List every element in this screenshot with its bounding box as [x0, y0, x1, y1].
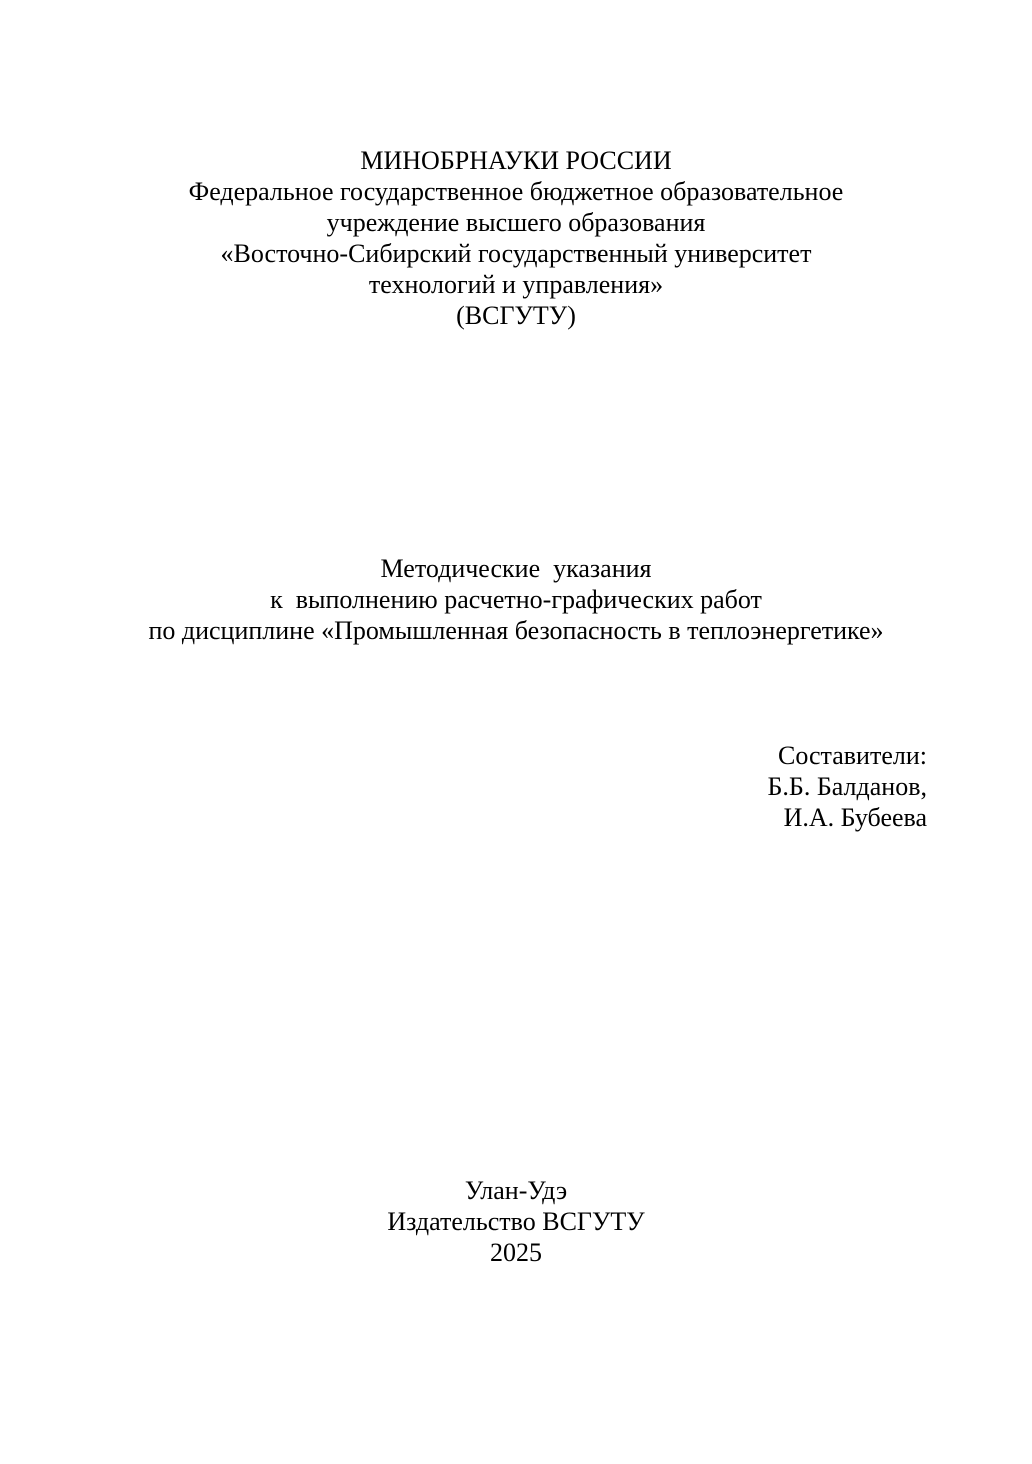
author-name: Б.Б. Балданов, [767, 772, 927, 801]
title-line-2: к выполнению расчетно-графических работ [270, 585, 762, 614]
title-line-3: по дисциплине «Промышленная безопасность в теплоэнергетике» [148, 616, 884, 645]
university-name-line-1: «Восточно-Сибирский государственный университет [220, 239, 812, 268]
institution-type-line-2: учреждение высшего образования [326, 208, 706, 237]
title-line-1: Методические указания [380, 554, 652, 583]
authors-label: Составители: [778, 741, 927, 770]
author-name: И.А. Бубеева [783, 803, 927, 832]
publisher: Издательство ВСГУТУ [387, 1207, 645, 1236]
ministry-name: МИНОБРНАУКИ РОССИИ [360, 146, 672, 175]
city: Улан-Удэ [464, 1176, 568, 1205]
institution-type-line-1: Федеральное государственное бюджетное образовательное [188, 177, 844, 206]
imprint-footer [0, 1175, 1032, 1268]
institution-header [0, 145, 1032, 331]
document-title [0, 553, 1032, 646]
university-name-line-2: технологий и управления» [368, 270, 664, 299]
university-abbreviation: (ВСГУТУ) [456, 301, 576, 330]
publication-year: 2025 [490, 1238, 542, 1267]
authors-section [768, 740, 928, 833]
